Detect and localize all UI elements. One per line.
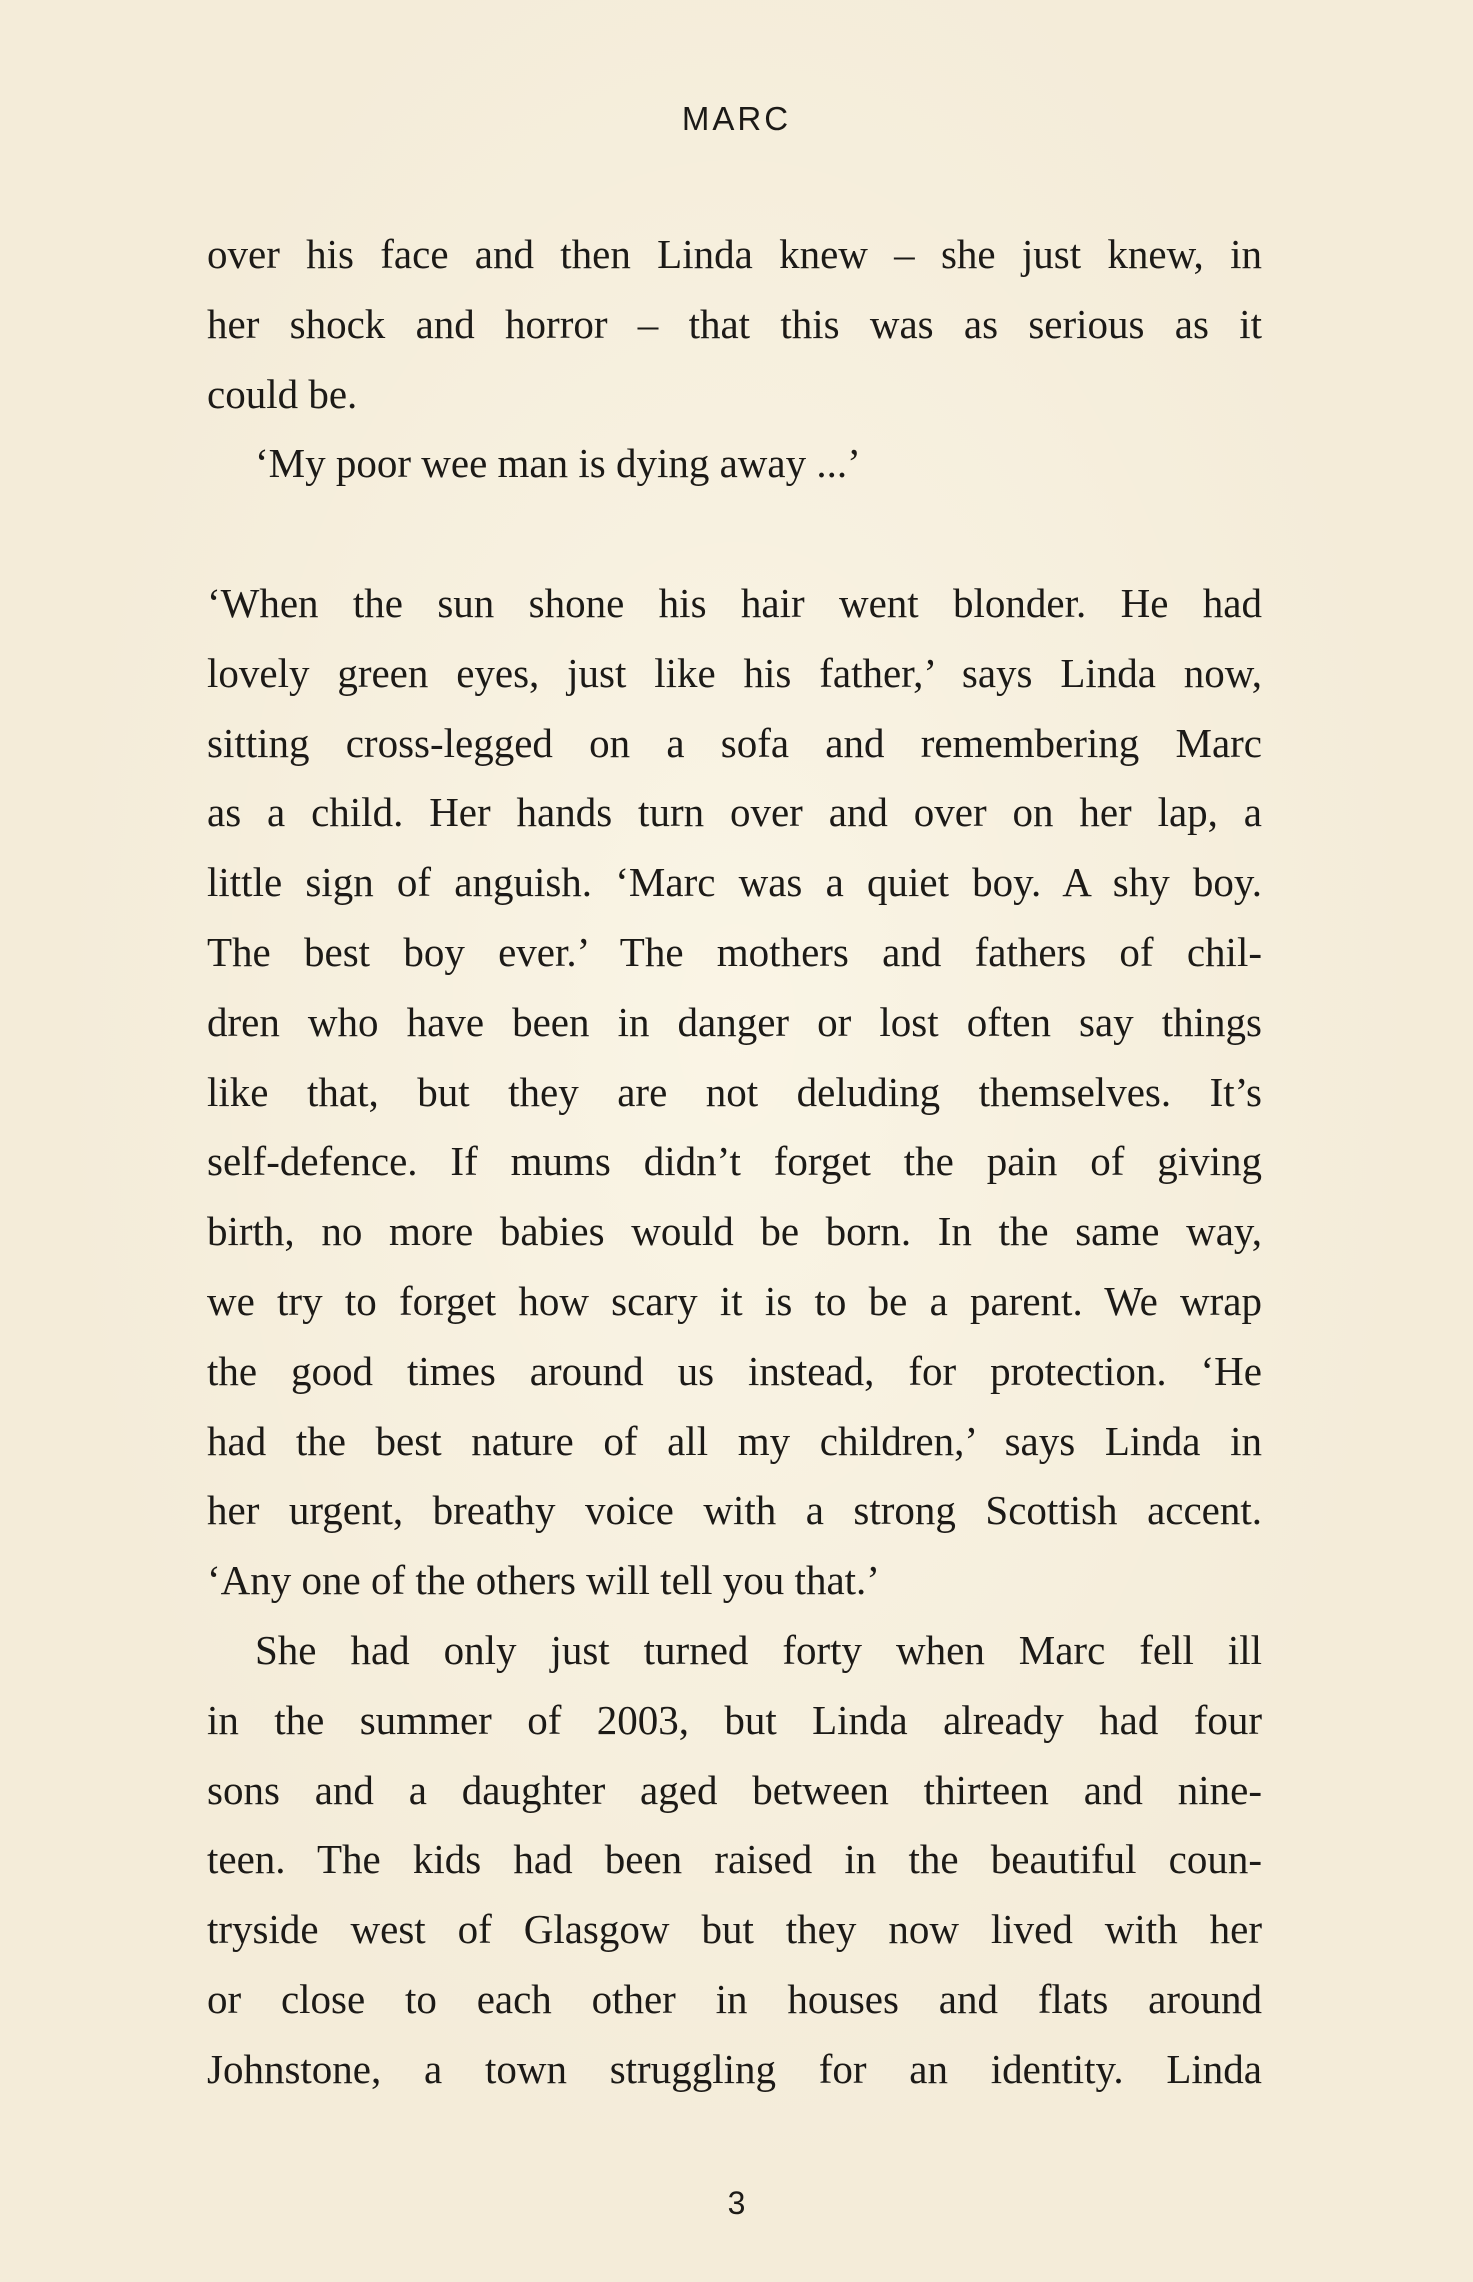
text-line: She had only just turned forty when Marc fell ill (255, 1626, 1262, 1673)
text-line: teen. The kids had been raised in the beautiful coun- (207, 1836, 1262, 1883)
text-line: The best boy ever.’ The mothers and fathers of chil- (207, 928, 1262, 975)
running-head: MARC (681, 100, 792, 137)
text-line: little sign of anguish. ‘Marc was a quiet boy. A shy boy. (207, 859, 1262, 906)
text-line: like that, but they are not deluding themselves. It’s (207, 1068, 1262, 1115)
text-line: the good times around us instead, for protection. ‘He (207, 1347, 1262, 1394)
text-line: had the best nature of all my children,’ says Linda in (207, 1417, 1262, 1464)
page-number: 3 (727, 2185, 746, 2221)
text-line: ‘When the sun shone his hair went blonder. He had (207, 579, 1262, 626)
body-text (207, 220, 1262, 2105)
text-line: as a child. Her hands turn over and over on her lap, a (207, 789, 1262, 836)
text-line: we try to forget how scary it is to be a parent. We wrap (207, 1277, 1262, 1324)
text-line: her shock and horror – that this was as serious as it (207, 300, 1262, 347)
text-line: dren who have been in danger or lost often say things (207, 998, 1262, 1045)
text-line: birth, no more babies would be born. In the same way, (207, 1208, 1262, 1255)
text-line: ‘My poor wee man is dying away ...’ (255, 440, 861, 487)
text-line: Johnstone, a town struggling for an identity. Linda (207, 2045, 1262, 2092)
text-line: in the summer of 2003, but Linda already had four (207, 1696, 1262, 1743)
text-line: sitting cross-legged on a sofa and remembering Marc (207, 719, 1262, 766)
text-line: lovely green eyes, just like his father,’ says Linda now, (207, 649, 1262, 696)
text-line: ‘Any one of the others will tell you that.’ (207, 1557, 880, 1604)
text-line: sons and a daughter aged between thirteen and nine- (207, 1766, 1262, 1813)
text-line: her urgent, breathy voice with a strong Scottish accent. (207, 1487, 1262, 1534)
text-line: or close to each other in houses and flats around (207, 1975, 1262, 2022)
text-line: tryside west of Glasgow but they now lived with her (207, 1906, 1262, 1953)
section-break (207, 499, 1262, 569)
text-line: over his face and then Linda knew – she just knew, in (207, 231, 1262, 277)
text-line: could be. (207, 370, 358, 417)
text-line: self-defence. If mums didn’t forget the pain of giving (207, 1138, 1262, 1185)
